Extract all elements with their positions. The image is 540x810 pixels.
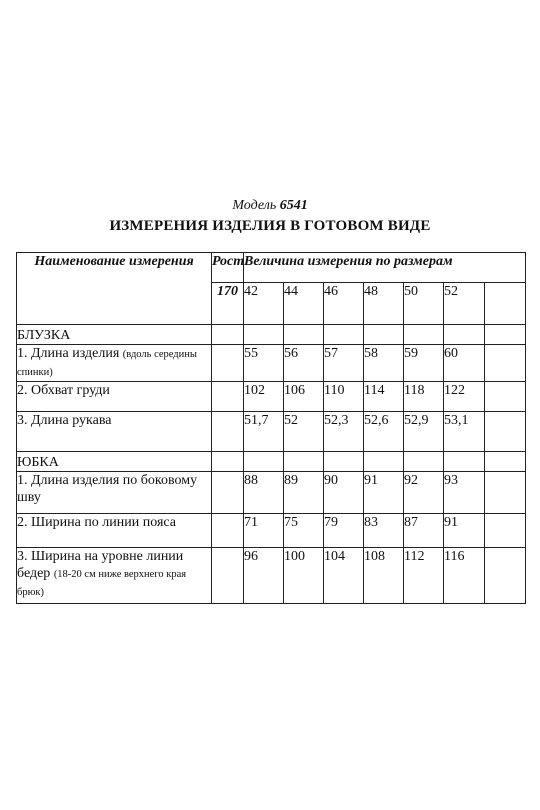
value-cell: 91 xyxy=(364,472,404,514)
size-cell: 52 xyxy=(444,283,485,325)
value-cell: 112 xyxy=(404,548,444,604)
value-cell: 110 xyxy=(324,382,364,412)
value-cell: 56 xyxy=(284,345,324,382)
value-cell: 52,9 xyxy=(404,412,444,452)
value-cell: 52 xyxy=(284,412,324,452)
size-cell: 44 xyxy=(284,283,324,325)
value-cell: 91 xyxy=(444,514,485,548)
section-row xyxy=(17,325,526,345)
row-name: 2. Обхват груди xyxy=(17,382,212,412)
value-cell: 116 xyxy=(444,548,485,604)
value-cell: 58 xyxy=(364,345,404,382)
row-name: 3. Ширина на уровне линии бедер (18-20 см ниже верхнего края брюк) xyxy=(17,548,212,604)
section-row xyxy=(17,452,526,472)
measurements-table xyxy=(16,252,526,604)
table-row xyxy=(17,548,526,604)
size-cell: 46 xyxy=(324,283,364,325)
empty-cell xyxy=(485,283,526,325)
value-cell: 118 xyxy=(404,382,444,412)
table-row xyxy=(17,514,526,548)
model-caption xyxy=(0,198,540,214)
value-cell: 55 xyxy=(244,345,284,382)
value-cell: 96 xyxy=(244,548,284,604)
value-cell: 102 xyxy=(244,382,284,412)
value-cell: 83 xyxy=(364,514,404,548)
value-cell: 52,3 xyxy=(324,412,364,452)
table-row xyxy=(17,345,526,382)
value-cell: 100 xyxy=(284,548,324,604)
size-cell: 50 xyxy=(404,283,444,325)
header-name-column: Наименование измерения xyxy=(17,253,212,325)
table-row xyxy=(17,472,526,514)
header-rost-label: Рост xyxy=(212,253,244,283)
value-cell: 108 xyxy=(364,548,404,604)
value-cell: 92 xyxy=(404,472,444,514)
value-cell: 93 xyxy=(444,472,485,514)
value-cell: 114 xyxy=(364,382,404,412)
size-cell: 42 xyxy=(244,283,284,325)
value-cell: 87 xyxy=(404,514,444,548)
header-sizes-caption: Величина измерения по размерам xyxy=(244,253,526,283)
table-row xyxy=(17,412,526,452)
value-cell: 89 xyxy=(284,472,324,514)
size-cell: 48 xyxy=(364,283,404,325)
value-cell: 52,6 xyxy=(364,412,404,452)
value-cell: 57 xyxy=(324,345,364,382)
value-cell: 106 xyxy=(284,382,324,412)
value-cell: 122 xyxy=(444,382,485,412)
section-blouse: БЛУЗКА xyxy=(17,325,212,345)
table-row xyxy=(17,382,526,412)
value-cell: 88 xyxy=(244,472,284,514)
row-name: 1. Длина изделия по боковому шву xyxy=(17,472,212,514)
header-rost-value: 170 xyxy=(212,283,244,325)
row-name: 2. Ширина по линии пояса xyxy=(17,514,212,548)
row-name: 1. Длина изделия (вдоль середины спинки) xyxy=(17,345,212,382)
value-cell: 51,7 xyxy=(244,412,284,452)
model-label: Модель xyxy=(232,198,277,213)
value-cell: 59 xyxy=(404,345,444,382)
header-row-top xyxy=(17,253,526,283)
value-cell: 104 xyxy=(324,548,364,604)
row-name: 3. Длина рукава xyxy=(17,412,212,452)
value-cell: 71 xyxy=(244,514,284,548)
row-note: (18-20 см ниже верхнего края брюк) xyxy=(17,569,187,598)
value-cell: 79 xyxy=(324,514,364,548)
model-number: 6541 xyxy=(279,198,308,213)
value-cell: 53,1 xyxy=(444,412,485,452)
value-cell: 60 xyxy=(444,345,485,382)
section-skirt: ЮБКА xyxy=(17,452,212,472)
value-cell: 90 xyxy=(324,472,364,514)
row-note: (вдоль середины спинки) xyxy=(17,349,197,378)
value-cell: 75 xyxy=(284,514,324,548)
page-title: ИЗМЕРЕНИЯ ИЗДЕЛИЯ В ГОТОВОМ ВИДЕ xyxy=(109,218,431,234)
